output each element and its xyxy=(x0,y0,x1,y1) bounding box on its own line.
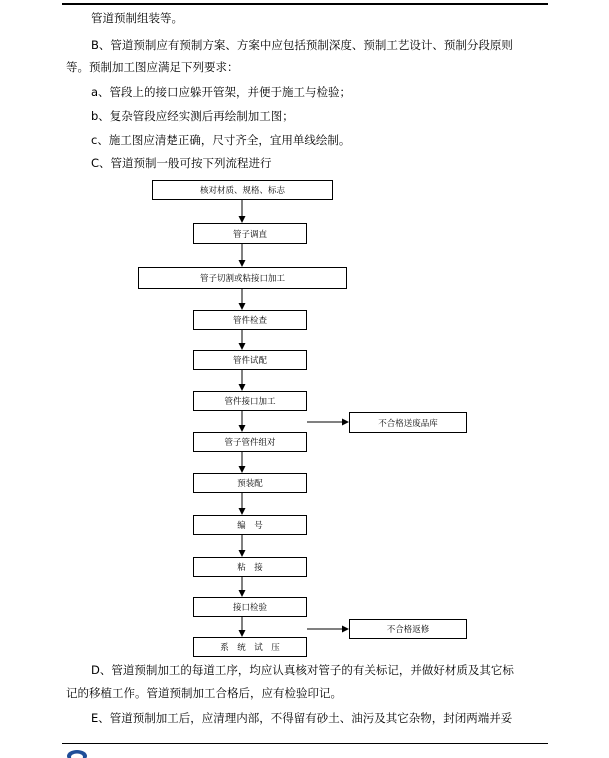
flow-step-pressure-test: 系 统 试 压 xyxy=(193,637,307,657)
paragraph-b-line2: 等。预制加工图应满足下列要求： xyxy=(66,60,239,74)
flow-step-joint-machining: 管件接口加工 xyxy=(193,391,307,411)
flow-reject-scrap: 不合格送废品库 xyxy=(349,412,467,433)
paragraph-c: C、管道预制一般可按下列流程进行 xyxy=(91,156,272,170)
flow-step-numbering: 编 号 xyxy=(193,515,307,535)
list-item-b: b、复杂管段应经实测后再绘制加工图； xyxy=(91,109,294,123)
flow-step-joint-inspection: 接口检验 xyxy=(193,597,307,617)
list-item-a: a、管段上的接口应躲开管架，并便于施工与检验； xyxy=(91,85,352,99)
flow-step-pre-assembly: 预装配 xyxy=(193,473,307,493)
flow-step-cut: 管子切割或粘接口加工 xyxy=(138,267,347,289)
footer-rule xyxy=(62,743,548,744)
flow-step-inspect-fittings: 管件检查 xyxy=(193,310,307,330)
list-item-c: c、施工图应清楚正确，尺寸齐全，宜用单线绘制。 xyxy=(91,133,351,147)
flow-step-check-material: 核对材质、规格、标志 xyxy=(152,180,333,200)
paragraph-d-line1: D、管道预制加工的每道工序，均应认真核对管子的有关标记，并做好材质及其它标 xyxy=(91,663,514,677)
paragraph-assembly: 管道预制组装等。 xyxy=(91,11,183,25)
paragraph-d-line2: 记的移植工作。管道预制加工合格后，应有检验印记。 xyxy=(66,686,342,700)
flow-step-trial-fit: 管件试配 xyxy=(193,350,307,370)
footer-logo-icon xyxy=(66,748,88,758)
flow-step-assembly-alignment: 管子管件组对 xyxy=(193,432,307,452)
flow-reject-rework: 不合格返修 xyxy=(349,619,467,639)
flow-step-bonding: 粘 接 xyxy=(193,557,307,577)
paragraph-e: E、管道预制加工后，应清理内部，不得留有砂土、油污及其它杂物，封闭两端并妥 xyxy=(91,711,513,725)
paragraph-b-line1: B、管道预制应有预制方案、方案中应包括预制深度、预制工艺设计、预制分段原则 xyxy=(91,38,513,52)
flow-step-straighten: 管子调直 xyxy=(193,223,307,244)
